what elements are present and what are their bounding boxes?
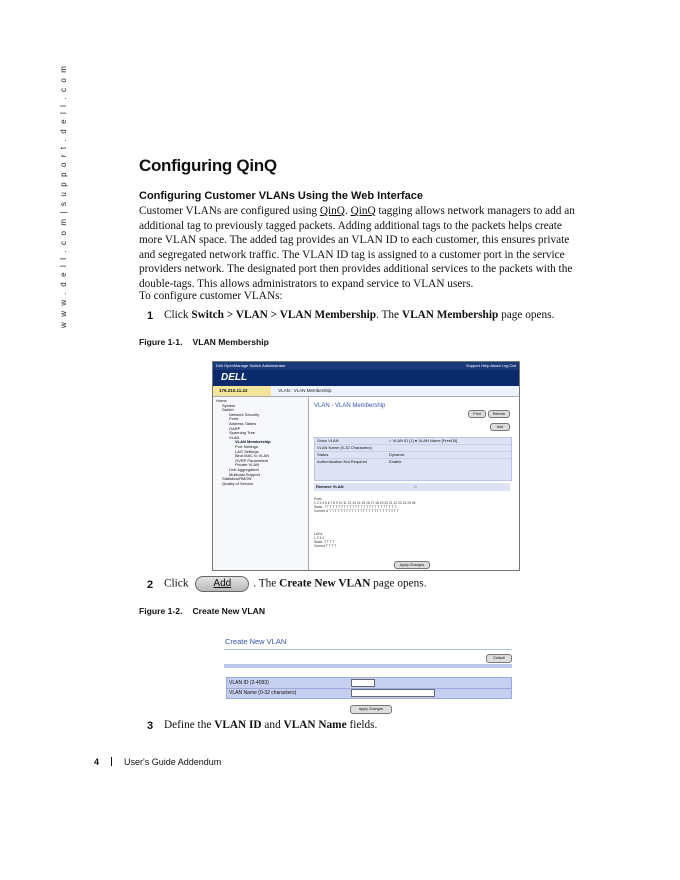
refresh-button[interactable]: Refresh (488, 410, 510, 418)
create-vlan-title: Create New VLAN (225, 637, 287, 646)
vlan-name-label: VLAN Name (0-32 characters) (229, 690, 297, 696)
side-url (59, 64, 73, 330)
to-configure: To configure customer VLANs: (139, 290, 283, 302)
remove-vlan-row: Remove VLAN □ (314, 483, 510, 491)
default-button[interactable]: Default (486, 654, 512, 663)
page-number: 4 (94, 757, 100, 767)
qinq-link-1[interactable]: QinQ (319, 205, 345, 217)
screenshot-page-title: VLAN - VLAN Membership (314, 403, 386, 409)
figure-2-caption: Figure 1-2. Create New VLAN (139, 606, 266, 616)
page-footer (94, 757, 221, 767)
section-title: Configuring Customer VLANs Using the Web Interface (139, 190, 423, 202)
step-2-text: Click Add . The Create New VLAN page opens. (164, 576, 427, 592)
screenshot-banner (213, 370, 519, 386)
step-3-text: Define the VLAN ID and VLAN Name fields. (164, 719, 378, 731)
figure-1-caption: Figure 1-1. VLAN Membership (139, 337, 269, 347)
vlan-form: Show VLAN ○ VLAN ID [1] ● VLAN Name [FreeOil] VLAN Name (0-32 Characters) Status Dynamic Authentication Not Required Enable (314, 437, 512, 481)
screenshot-topbar: Dell OpenManage Switch Administrator Support Help About Log Out (213, 362, 519, 370)
footer-title: User's Guide Addendum (124, 757, 222, 767)
qinq-link-2[interactable]: QinQ (350, 205, 376, 217)
vlan-membership-screenshot (212, 361, 520, 571)
apply-changes-button[interactable]: Apply Changes (394, 561, 430, 569)
dell-logo: DELL (221, 372, 248, 383)
screenshot-address-bar: 176.210.11.22 VLAN : VLAN Membership (213, 386, 519, 397)
screenshot-main (310, 397, 518, 570)
ports-grid: Ports 1 2 3 4 5 6 7 8 9 10 11 12 13 14 15 16 17 18 19 20 21 22 23 24 25 26 Static T T T T T T T T T T T T T T T T T T T T T T T T T T Current U T T T T T T T T T T T T T T T T T T T T T T T T T (314, 497, 416, 513)
step-2-number: 2 (147, 579, 154, 591)
page-title: Configuring QinQ (139, 156, 277, 175)
title-rule (224, 649, 512, 650)
create-new-vlan-screenshot (224, 634, 512, 718)
step-1-number: 1 (147, 310, 154, 322)
header-band (224, 664, 512, 668)
create-vlan-form (226, 677, 512, 699)
lags-grid: LAGs 1 2 3 4 Static T T T T Current T T T T (314, 532, 337, 548)
vlan-id-input[interactable] (351, 679, 375, 687)
add-button[interactable]: Add (490, 423, 510, 431)
step-1-text: Click Switch > VLAN > VLAN Membership. The VLAN Membership page opens. (164, 309, 555, 321)
intro-paragraph: Customer VLANs are configured using QinQ. QinQ tagging allows network managers to add an additional tag to previously tagged packets. Adding additional tags to the packets helps create more VLAN space. The added tag provides an VLAN ID to each customer, this ensures private and segregated network traffic. The VLAN ID tag is assigned to a customer port in the service providers network. The designated port then provides additional services to the packets with the double-tags. This allows administrators to expand service to VLAN users. (139, 205, 575, 290)
vlan-id-label: VLAN ID (2-4093) (229, 680, 269, 686)
add-button-image[interactable]: Add (195, 576, 249, 592)
apply-changes-button-2[interactable]: Apply Changes (350, 705, 392, 714)
screenshot-tree: Home System Switch Network Security Ports Address Tables GARP Spanning Tree VLAN VLAN Membership Port Settings LAG Settings Bind MAC to VLAN GVRP Parameters Private VLAN Link Aggregation Multicast Support Statistics/RMON Quality of Service (213, 397, 309, 571)
side-url-text: w w w . d e l l . c o m | s u p p o r t . d e l l . c o m (59, 64, 68, 328)
step-3-number: 3 (147, 720, 154, 732)
print-button[interactable]: Print (468, 410, 486, 418)
vlan-name-input[interactable] (351, 689, 435, 697)
